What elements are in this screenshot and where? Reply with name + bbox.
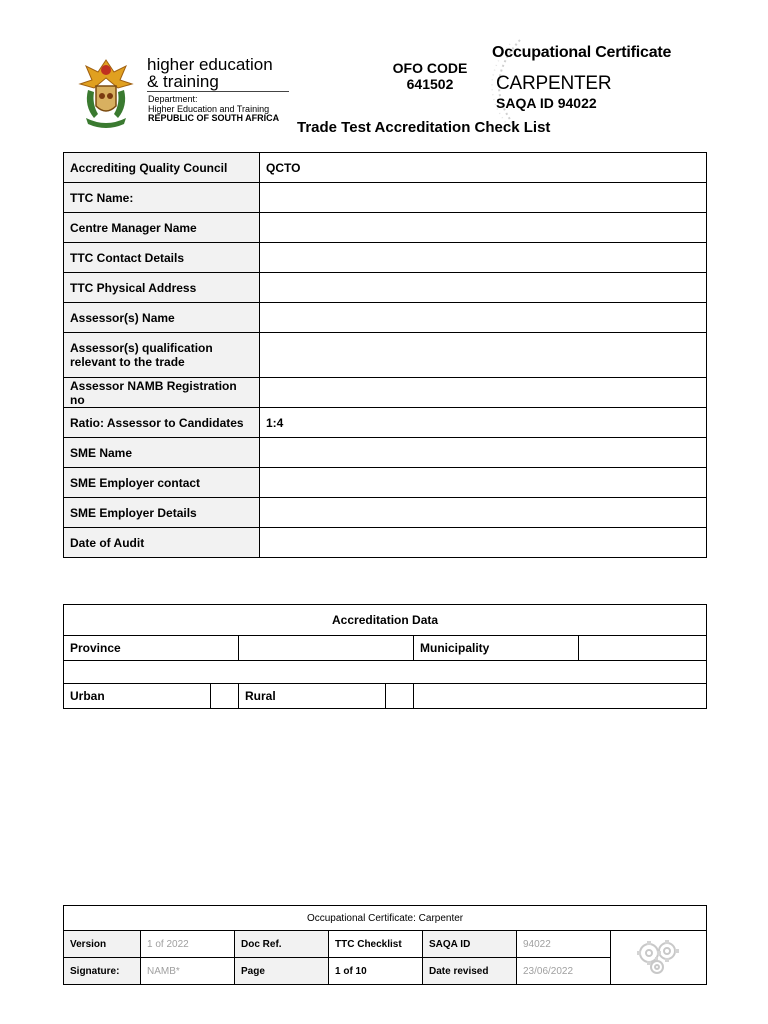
checklist-label: SME Employer Details xyxy=(64,498,260,528)
logo-department-name: Higher Education and Training xyxy=(148,104,270,114)
date-revised-value: 23/06/2022 xyxy=(517,958,611,985)
ofo-label: OFO CODE xyxy=(392,60,468,76)
checklist-label: Assessor(s) Name xyxy=(64,303,260,333)
document-title: Trade Test Accreditation Check List xyxy=(297,119,551,136)
signature-value: NAMB* xyxy=(141,958,235,985)
checklist-row xyxy=(64,468,707,498)
version-value: 1 of 2022 xyxy=(141,931,235,958)
checklist-value-field[interactable] xyxy=(260,273,707,303)
certificate-title: Occupational Certificate xyxy=(492,44,672,61)
checklist-label: Date of Audit xyxy=(64,528,260,558)
checklist-label: Assessor(s) qualification relevant to the trade xyxy=(64,333,260,378)
checklist-row xyxy=(64,333,707,378)
location-notes-field[interactable] xyxy=(414,684,707,709)
rural-label: Rural xyxy=(239,684,386,709)
accreditation-title: Accreditation Data xyxy=(64,605,707,636)
checklist-label: Accrediting Quality Council xyxy=(64,153,260,183)
footer-table xyxy=(63,905,707,985)
saqa-value: 94022 xyxy=(517,931,611,958)
checklist-value-field[interactable]: QCTO xyxy=(260,153,707,183)
checklist-label: TTC Physical Address xyxy=(64,273,260,303)
ofo-code: 641502 xyxy=(406,76,454,92)
page-label: Page xyxy=(235,958,329,985)
doc-ref-label: Doc Ref. xyxy=(235,931,329,958)
checklist-row xyxy=(64,243,707,273)
checklist-row xyxy=(64,408,707,438)
checklist-value-field[interactable] xyxy=(260,183,707,213)
municipality-field[interactable] xyxy=(579,636,707,661)
checklist-row xyxy=(64,528,707,558)
checklist-label: SME Employer contact xyxy=(64,468,260,498)
checklist-label: Assessor NAMB Registration no xyxy=(64,378,260,408)
checklist-value-field[interactable] xyxy=(260,498,707,528)
date-revised-label: Date revised xyxy=(423,958,517,985)
checklist-label: Centre Manager Name xyxy=(64,213,260,243)
checklist-table xyxy=(63,152,707,558)
checklist-row xyxy=(64,438,707,468)
checklist-value-field[interactable] xyxy=(260,528,707,558)
province-field[interactable] xyxy=(239,636,414,661)
logo-department-label: Department: xyxy=(148,94,198,104)
checklist-row xyxy=(64,183,707,213)
checklist-value-field[interactable]: 1:4 xyxy=(260,408,707,438)
rural-checkbox[interactable] xyxy=(386,684,414,709)
saqa-id: SAQA ID 94022 xyxy=(496,95,597,111)
saqa-label: SAQA ID xyxy=(423,931,517,958)
checklist-value-field[interactable] xyxy=(260,243,707,273)
checklist-label: TTC Contact Details xyxy=(64,243,260,273)
page-value: 1 of 10 xyxy=(329,958,423,985)
logo-divider xyxy=(147,91,289,92)
province-label: Province xyxy=(64,636,239,661)
urban-label: Urban xyxy=(64,684,211,709)
checklist-label: Ratio: Assessor to Candidates xyxy=(64,408,260,438)
checklist-label: TTC Name: xyxy=(64,183,260,213)
logo-text-line2: & training xyxy=(147,72,219,91)
checklist-row xyxy=(64,378,707,408)
checklist-row xyxy=(64,153,707,183)
checklist-value-field[interactable] xyxy=(260,333,707,378)
checklist-value-field[interactable] xyxy=(260,438,707,468)
trade-name: CARPENTER xyxy=(496,73,612,94)
logo-country: REPUBLIC OF SOUTH AFRICA xyxy=(148,113,280,123)
logo-text-line1: higher education xyxy=(147,55,273,74)
accreditation-table xyxy=(63,604,707,709)
gears-icon xyxy=(611,931,707,981)
checklist-row xyxy=(64,303,707,333)
gears-icon-cell xyxy=(611,931,707,985)
coat-of-arms-icon xyxy=(76,56,136,128)
urban-checkbox[interactable] xyxy=(211,684,239,709)
checklist-row xyxy=(64,213,707,243)
checklist-value-field[interactable] xyxy=(260,303,707,333)
checklist-value-field[interactable] xyxy=(260,378,707,408)
checklist-row xyxy=(64,273,707,303)
checklist-label: SME Name xyxy=(64,438,260,468)
doc-ref-value: TTC Checklist xyxy=(329,931,423,958)
footer-title: Occupational Certificate: Carpenter xyxy=(64,906,707,931)
version-label: Version xyxy=(64,931,141,958)
checklist-row xyxy=(64,498,707,528)
blank-row xyxy=(64,661,707,684)
municipality-label: Municipality xyxy=(414,636,579,661)
ofo-code-block xyxy=(390,60,470,92)
checklist-value-field[interactable] xyxy=(260,213,707,243)
signature-label: Signature: xyxy=(64,958,141,985)
checklist-value-field[interactable] xyxy=(260,468,707,498)
